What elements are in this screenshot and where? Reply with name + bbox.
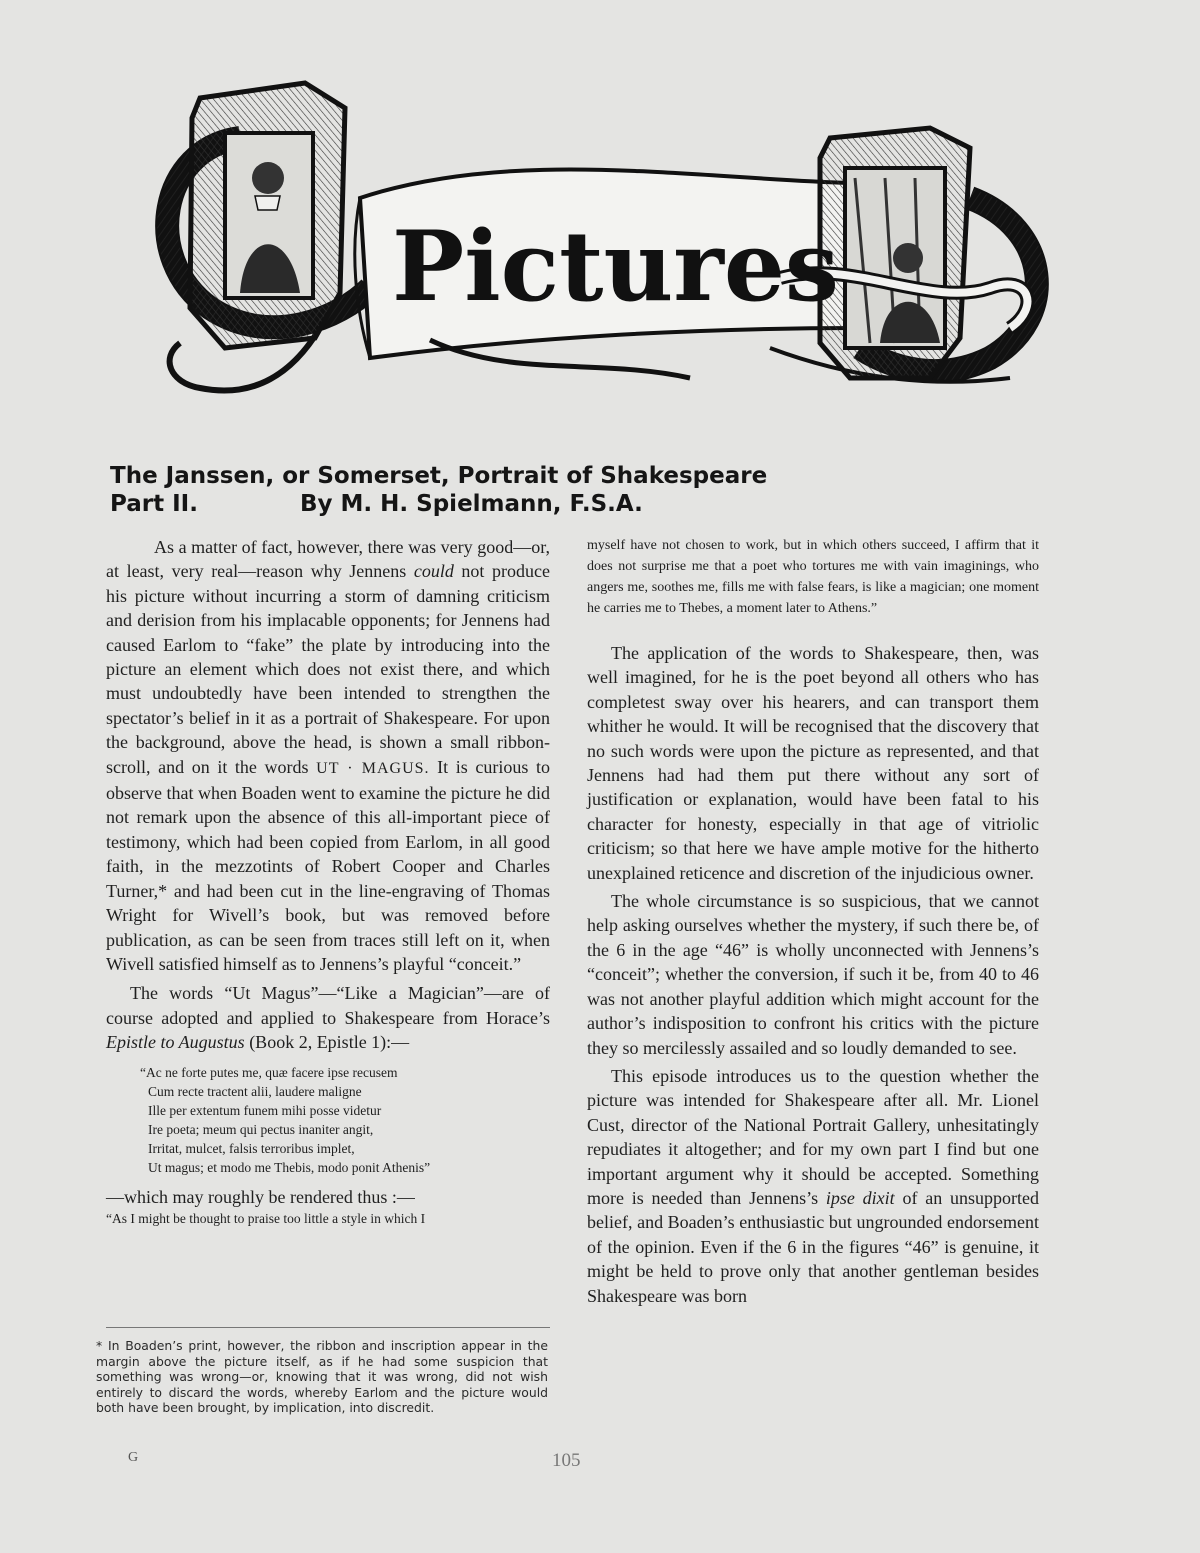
article-byline: By M. H. Spielmann, F.S.A. (300, 491, 643, 517)
verse-line: Cum recte tractent alii, laudere maligne (148, 1083, 362, 1099)
paragraph-3: —which may roughly be rendered thus :— (106, 1186, 415, 1207)
verse-line: Ille per extentum funem mihi posse videtur (148, 1102, 382, 1118)
paragraph-6: This episode introduces us to the question whether the picture was intended for Shakespeare after all. Mr. Lionel Cust, director of the National Portrait Gallery, unhesitatingly repudiates it altogether; and for my own part I find but one important argument why it should be accepted. Something more is needed than Jennens’s ipse dixit of an unsupported belief, and Boaden’s enthusiastic but ungrounded endorsement of the opinion. Even if the 6 in the figures “46” is genuine, it might be held to prove only that another gentleman besides Shakespeare was born (587, 1065, 1039, 1306)
left-column (106, 535, 550, 1229)
article-title: The Janssen, or Somerset, Portrait of Shakespeare (110, 463, 768, 489)
left-portrait-frame (190, 83, 345, 348)
article-title-block (110, 462, 930, 518)
translation-quote-start: “As I might be thought to praise too little a style in which I (106, 1210, 426, 1226)
paragraph-5: The whole circumstance is so suspicious, that we cannot help asking ourselves whether the mystery, if such there be, of the 6 in the age “46” is wholly unconnected with Jennens’s “conceit”; whether the conversion, if such it be, from 40 to 46 was not another playful addition which might account for the author’s indisposition to confront his critics with the picture they so mercilessly assailed and so loudly demanded to see. (587, 891, 1039, 1058)
banner-title: Pictures (392, 210, 839, 323)
paragraph-1: As a matter of fact, however, there was very good—or, at least, very real—reason why Jennens could not produce his picture without incurring a storm of damning criticism and derision from his implacable opponents; for Jennens had caused Earlom to “fake” the plate by introducing into the picture an element which does not exist there, and which must undoubtedly have been intended to strengthen the spectator’s belief in it as a portrait of Shakespeare. For upon the background, above the head, is shown a small ribbon-scroll, and on it the words UT · MAGUS. It is curious to observe that when Boaden went to examine the picture he did not remark upon the absence of this all-important piece of testimony, which had been copied from Earlom, in all good faith, in the mezzotints of Robert Cooper and Charles Turner,* and had been cut in the line-engraving of Thomas Wright for Wivell’s book, but was removed before publication, as can be seen from traces still left on it, when Wivell satisfied himself as to Jennens’s playful “conceit.” (106, 537, 550, 974)
paragraph-2: The words “Ut Magus”—“Like a Magician”—are of course adopted and applied to Shakespeare from Horace’s Epistle to Augustus (Book 2, Epistle 1):— (106, 983, 550, 1053)
right-portrait-frame (820, 128, 970, 378)
page-number: 105 (552, 1450, 581, 1471)
article-part: Part II. (110, 491, 198, 517)
verse-line: Ire poeta; meum qui pectus inaniter angit, (148, 1121, 374, 1137)
verse-line: Ut magus; et modo me Thebis, modo ponit Athenis” (148, 1159, 431, 1175)
translation-quote-continued: myself have not chosen to work, but in which others succeed, I affirm that it does not surprise me that a poet who tortures me with vain imaginings, who angers me, soothes me, fills me with false fears, is like a magician; one moment he carries me to Thebes, a moment later to Athens.” (587, 538, 1039, 616)
right-column (587, 535, 1039, 1308)
signature-mark: G (128, 1450, 139, 1465)
verse-line: “Ac ne forte putes me, quæ facere ipse recusem (140, 1064, 398, 1080)
latin-verse (140, 1063, 550, 1177)
footnote-rule (106, 1327, 550, 1328)
verse-line: Irritat, mulcet, falsis terroribus implet, (148, 1140, 355, 1156)
paragraph-4: The application of the words to Shakespeare, then, was well imagined, for he is the poet beyond all others who has completest sway over his hearers, and can transport them whither he would. It will be recognised that the discovery that no such words were upon the picture as represented, and that Jennens had had them put there without any sort of justification or explanation, would have been fatal to his character for honesty, especially in that age of vitriolic criticism; so that here we have ample motive for the hitherto unexplained reticence and discretion of the injudicious owner. (587, 643, 1039, 883)
pictures-banner (130, 78, 1070, 418)
footnote: * In Boaden’s print, however, the ribbon and inscription appear in the margin above the picture itself, as if he had some suspicion that something was wrong—or, knowing that it was wrong, did not wish entirely to discard the words, whereby Earlom and the picture would both have been brought, by implication, into discredit. (96, 1338, 548, 1415)
banner-illustration (130, 78, 1070, 418)
